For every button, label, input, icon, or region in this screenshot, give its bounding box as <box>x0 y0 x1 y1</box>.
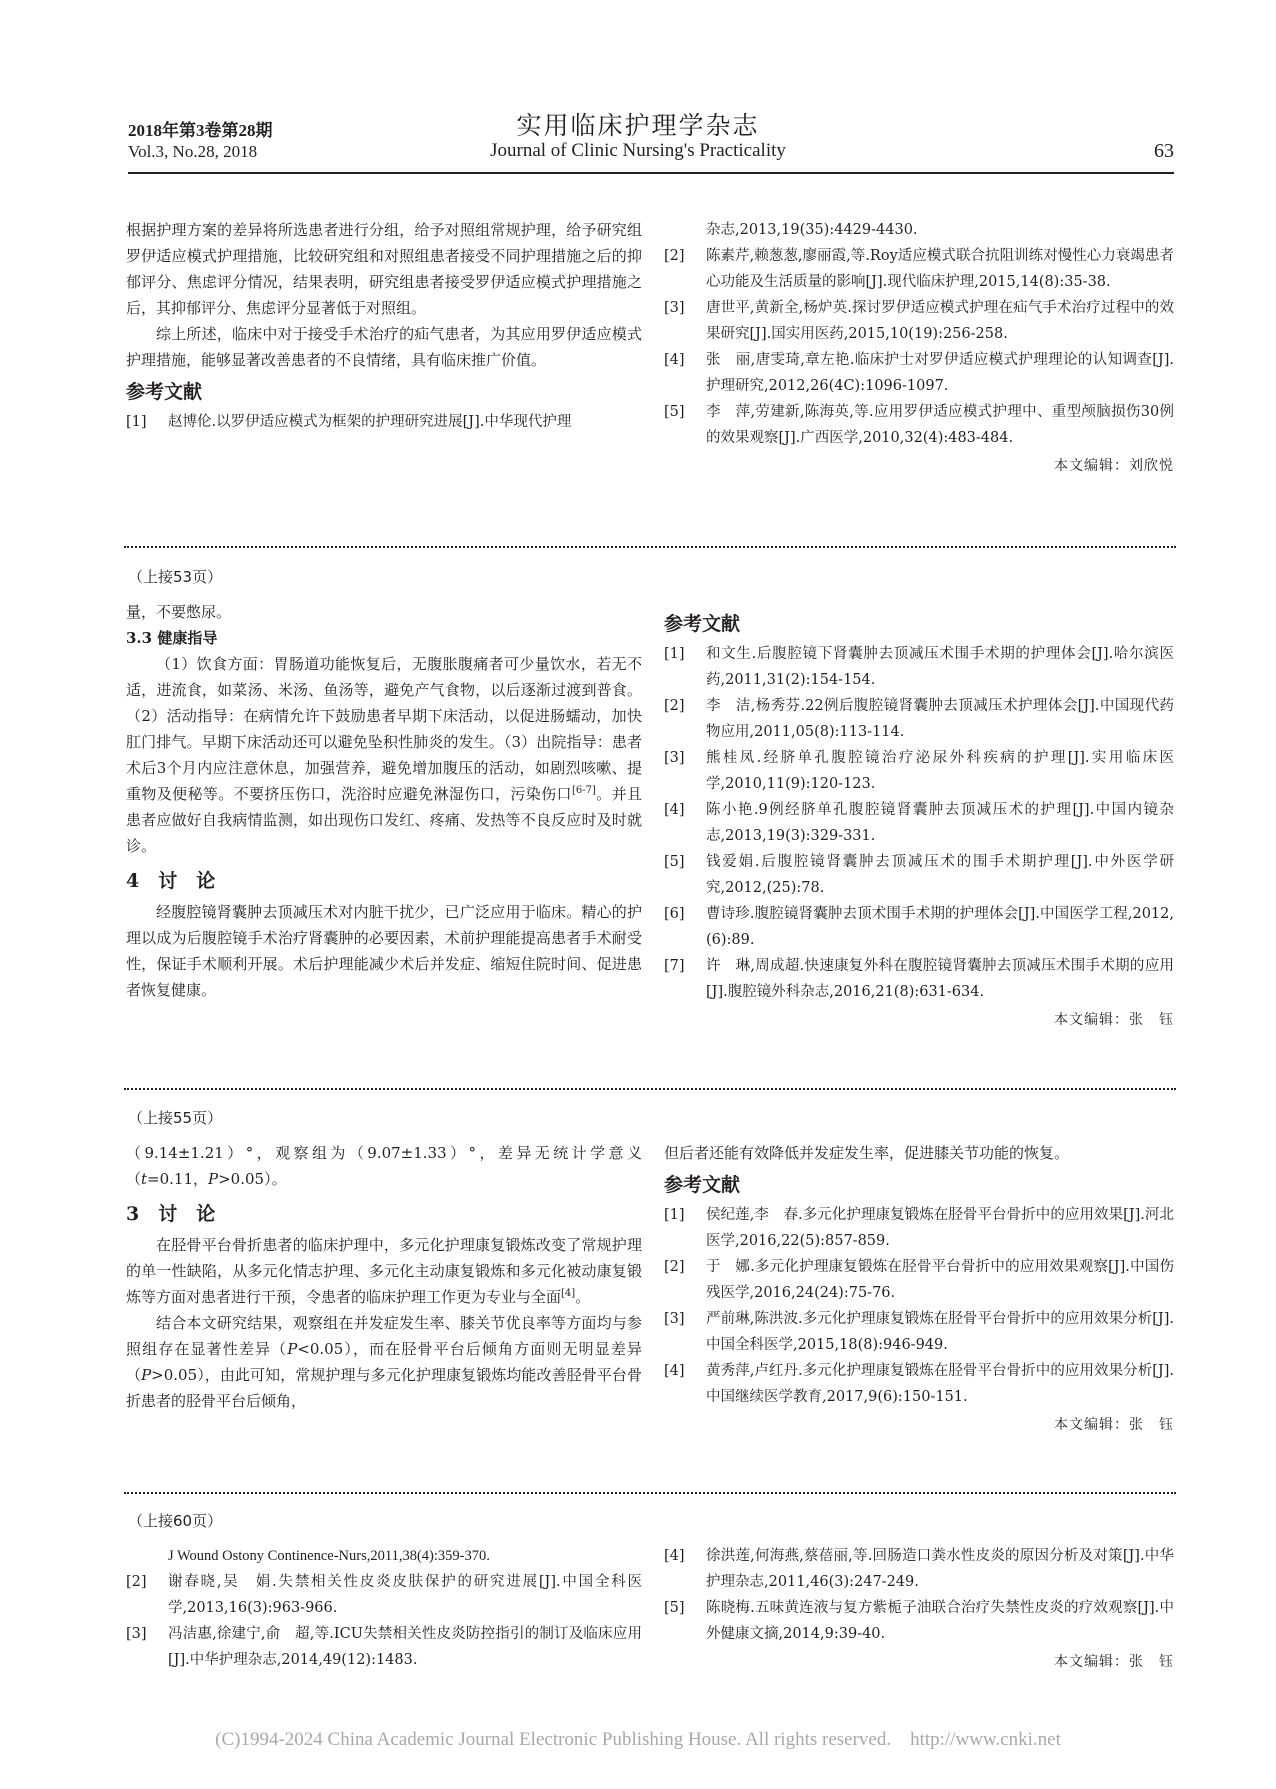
header-rule <box>128 172 1174 174</box>
copyright-footer: (C)1994-2024 China Academic Journal Electronic Publishing House. All rights reserved. http://www.cnki.net <box>215 1729 1061 1750</box>
block2-ref-2: [2] 李 洁,杨秀芬.22例后腹腔镜肾囊肿去顶减压术护理体会[J].中国现代药物应用,2011,05(8):113-114. <box>664 698 1174 740</box>
block4-continued-label: （上接60页） <box>128 1512 223 1530</box>
block1-ref-1: [1] 赵博伦.以罗伊适应模式为框架的护理研究进展[J].中华现代护理 <box>126 414 572 430</box>
block2-ref-5: [5] 钱爱娟.后腹腔镜肾囊肿去顶减压术的围手术期护理[J].中外医学研究,2012,(25):78. <box>664 854 1174 896</box>
block1-ref-5: [5] 李 萍,劳建新,陈海英,等.应用罗伊适应模式护理中、重型颅脑损伤30例的效果观察[J].广西医学,2010,32(4):483-484. <box>664 404 1174 446</box>
block1-para-1: 根据护理方案的差异将所选患者进行分组，给予对照组常规护理，给予研究组罗伊适应模式护理措施，比较研究组和对照组患者接受不同护理措施之后的抑郁评分、焦虑评分情况，结果表明，研究组患者接受罗伊适应模式护理措施之后，其抑郁评分、焦虑评分显著低于对照组。 <box>126 221 642 317</box>
block3-first-para: （9.14±1.21）°，观察组为（9.07±1.33）°，差异无统计学意义（t=0.11，P>0.05）。 <box>126 1144 642 1188</box>
divider-2 <box>124 1088 1176 1090</box>
block1-ref-3: [3] 唐世平,黄新全,杨炉英.探讨罗伊适应模式护理在疝气手术治疗过程中的效果研究[J].国实用医药,2015,10(19):256-258. <box>664 300 1174 342</box>
block1-ref-2: [2] 陈素芹,赖葱葱,廖丽霞,等.Roy适应模式联合抗阻训练对慢性心力衰竭患者心功能及生活质量的影响[J].现代临床护理,2015,14(8):35-38. <box>664 248 1174 290</box>
divider-3 <box>124 1492 1176 1494</box>
block2-first-line: 量，不要憋尿。 <box>126 603 232 621</box>
block2-ref-heading: 参考文献 <box>664 613 741 635</box>
block1-left-column <box>126 217 642 435</box>
block2-ref-6: [6] 曹诗珍.腹腔镜肾囊肿去顶术围手术期的护理体会[J].中国医学工程,2012,(6):89. <box>664 906 1174 948</box>
block2-para-2: 经腹腔镜肾囊肿去顶减压术对内脏干扰少，已广泛应用于临床。精心的护理以成为后腹腔镜手术治疗肾囊肿的必要因素，术前护理能提高患者手术耐受性，保证手术顺利开展。术后护理能减少术后并发症、缩短住院时间、促进患者恢复健康。 <box>126 903 642 999</box>
block4-ref-5: [5] 陈晓梅.五味黄连液与复方紫栀子油联合治疗失禁性皮炎的疗效观察[J].中外健康文摘,2014,9:39-40. <box>664 1600 1174 1642</box>
issue-cn: 2018年第3卷第28期 <box>128 121 273 140</box>
block3-left-column <box>126 1140 642 1414</box>
block2-sub-heading: 3.3 健康指导 <box>126 629 218 647</box>
block3-ref-3: [3] 严前琳,陈洪波.多元化护理康复锻炼在胫骨平台骨折中的应用效果分析[J].中国全科医学,2015,18(8):946-949. <box>664 1311 1174 1353</box>
block1-ref-4: [4] 张 丽,唐雯琦,章左艳.临床护士对罗伊适应模式护理理论的认知调查[J].护理研究,2012,26(4C):1096-1097. <box>664 352 1174 394</box>
block2-right-column <box>664 605 1174 1033</box>
block3-ref-2: [2] 于 娜.多元化护理康复锻炼在胫骨平台骨折中的应用效果观察[J].中国伤残医学,2016,24(24):75-76. <box>664 1259 1174 1301</box>
block4-left-column <box>126 1543 642 1673</box>
block2-left-column <box>126 599 642 1003</box>
block1-para-2: 综上所述，临床中对于接受手术治疗的疝气患者，为其应用罗伊适应模式护理措施，能够显著改善患者的不良情绪，具有临床推广价值。 <box>126 325 642 369</box>
block4-editor: 本文编辑：张 钰 <box>1054 1654 1174 1670</box>
block4-first-line: J Wound Ostony Continence-Nurs,2011,38(4):359-370. <box>168 1548 490 1564</box>
block2-ref-7: [7] 许 琳,周成超.快速康复外科在腹腔镜肾囊肿去顶减压术围手术期的应用[J].腹腔镜外科杂志,2016,21(8):631-634. <box>664 958 1174 1000</box>
journal-title-en: Journal of Clinic Nursing's Practicality <box>490 140 786 161</box>
block2-para-1: （1）饮食方面：胃肠道功能恢复后，无腹胀腹痛者可少量饮水，若无不适，进流食，如菜汤、米汤、鱼汤等，避免产气食物，以后逐渐过渡到普食。（2）活动指导：在病情允许下鼓励患者早期下床活动，以促进肠蠕动，加快肛门排气。早期下床活动还可以避免坠积性肺炎的发生。（3）出院指导：患者术后3个月内应注意休息，加强营养，避免增加腹压的活动，如剧烈咳嗽、提重物及便秘等。不要挤压伤口，洗浴时应避免淋湿伤口，污染伤口[6-7]。并且患者应做好自我病情监测，如出现伤口发红、疼痛、发热等不良反应时及时就诊。 <box>126 655 642 855</box>
block3-ref-heading: 参考文献 <box>664 1174 741 1196</box>
block4-ref-3: [3] 冯洁惠,徐建宁,俞 超,等.ICU失禁相关性皮炎防控指引的制订及临床应用[J].中华护理杂志,2014,49(12):1483. <box>126 1626 642 1668</box>
block3-ref-4: [4] 黄秀萍,卢红丹.多元化护理康复锻炼在胫骨平台骨折中的应用效果分析[J].中国继续医学教育,2017,9(6):150-151. <box>664 1363 1174 1405</box>
block4-ref-2: [2] 谢春晓,吴 娟.失禁相关性皮炎皮肤保护的研究进展[J].中国全科医学,2013,16(3):963-966. <box>126 1574 642 1616</box>
block3-right-column <box>664 1140 1174 1438</box>
block3-right-first: 但后者还能有效降低并发症发生率，促进膝关节功能的恢复。 <box>664 1144 1070 1162</box>
block1-ref-1-cont: 杂志,2013,19(35):4429-4430. <box>706 222 918 238</box>
block3-para-1: 在胫骨平台骨折患者的临床护理中，多元化护理康复锻炼改变了常规护理的单一性缺陷，从多元化情志护理、多元化主动康复锻炼和多元化被动康复锻炼等方面对患者进行干预，令患者的临床护理工作更为专业与全面[4]。 <box>126 1236 642 1306</box>
block2-editor: 本文编辑：张 钰 <box>1054 1012 1174 1028</box>
block1-right-column <box>664 217 1174 479</box>
block2-continued-label: （上接53页） <box>128 568 223 586</box>
issue-en: Vol.3, No.28, 2018 <box>128 142 258 161</box>
journal-title-cn: 实用临床护理学杂志 <box>516 111 760 140</box>
block3-section-heading: 3 讨 论 <box>126 1203 216 1225</box>
block3-para-2: 结合本文研究结果，观察组在并发症发生率、膝关节优良率等方面均与参照组存在显著性差异（P<0.05），而在胫骨平台后倾角方面则无明显差异（P>0.05），由此可知，常规护理与多元化护理康复锻炼均能改善胫骨平台骨折患者的胫骨平台后倾角， <box>126 1314 642 1410</box>
divider-1 <box>124 546 1176 548</box>
page-number: 63 <box>1154 140 1174 162</box>
block4-right-column <box>664 1543 1174 1675</box>
block2-ref-3: [3] 熊桂凤.经脐单孔腹腔镜治疗泌尿外科疾病的护理[J].实用临床医学,2010,11(9):120-123. <box>664 750 1174 792</box>
block1-ref-heading: 参考文献 <box>126 381 203 403</box>
block3-ref-1: [1] 侯纪莲,李 春.多元化护理康复锻炼在胫骨平台骨折中的应用效果[J].河北医学,2016,22(5):857-859. <box>664 1207 1174 1249</box>
block3-editor: 本文编辑：张 钰 <box>1054 1417 1174 1433</box>
block4-ref-4: [4] 徐洪莲,何海燕,蔡蓓丽,等.回肠造口粪水性皮炎的原因分析及对策[J].中华护理杂志,2011,46(3):247-249. <box>664 1548 1174 1590</box>
block2-section-heading: 4 讨 论 <box>126 870 216 892</box>
block2-ref-1: [1] 和文生.后腹腔镜下肾囊肿去顶减压术围手术期的护理体会[J].哈尔滨医药,2011,31(2):154-154. <box>664 646 1174 688</box>
block3-continued-label: （上接55页） <box>128 1109 223 1127</box>
block2-ref-4: [4] 陈小艳.9例经脐单孔腹腔镜肾囊肿去顶减压术的护理[J].中国内镜杂志,2013,19(3):329-331. <box>664 802 1174 844</box>
block1-editor: 本文编辑：刘欣悦 <box>1054 458 1174 474</box>
